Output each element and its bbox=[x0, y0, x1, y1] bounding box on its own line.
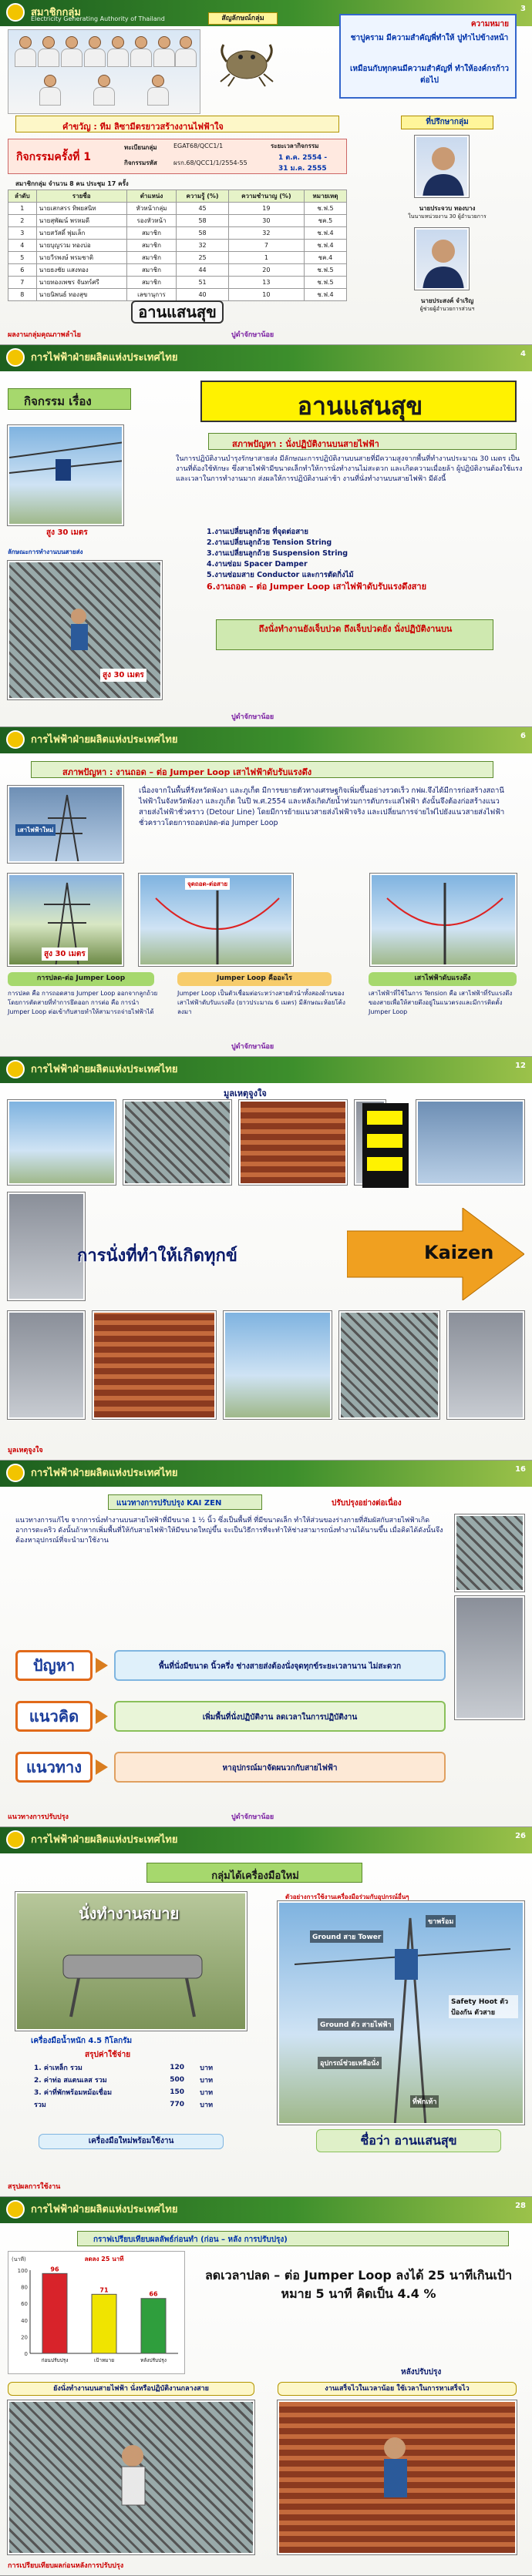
table-cell: สมาชิก bbox=[126, 252, 177, 264]
cost-row bbox=[31, 2061, 216, 2074]
member-figure bbox=[61, 36, 82, 67]
results-heading-text: กราฟเปรียบเทียบผลลัพธ์ก่อนทำ (ก่อน – หลัง การปรับปรุง) bbox=[93, 2236, 288, 2244]
usage-photo bbox=[278, 1901, 524, 2125]
motivation-photo-9 bbox=[339, 1311, 439, 1419]
height-label-a: สูง 30 เมตร bbox=[46, 528, 88, 537]
problem-text: พื้นที่นั่งมีขนาด นิ้วครึ่ง ช่างสายส่งต้องนั่งจุดทุกข์ระยะเวลานาน ไม่สะดวก bbox=[158, 1662, 402, 1671]
table-cell: 58 bbox=[177, 227, 228, 240]
footer-left: ผลงานกลุ่มคุณภาพลำไย bbox=[8, 331, 81, 339]
concept-text-box bbox=[114, 1701, 446, 1732]
label-ground-line: Ground ตัว สายไฟฟ้า bbox=[318, 2018, 394, 2031]
activity-code: ผรก.68/QCC1/1/2554-55 bbox=[173, 159, 247, 166]
kaizen-arrow bbox=[347, 1208, 524, 1300]
kaizen-photo-2 bbox=[455, 1596, 524, 1719]
problem-label bbox=[15, 1650, 93, 1681]
footer-center: ปูดำจักษาน้อย bbox=[231, 713, 274, 721]
label-seat: อุปกรณ์ช่วยเหลือนั่ง bbox=[318, 2057, 382, 2069]
bar-value-label: 71 bbox=[99, 2286, 109, 2294]
table-row bbox=[8, 215, 347, 227]
motivation-photo-7 bbox=[93, 1311, 216, 1419]
approach-label bbox=[15, 1752, 93, 1783]
group-name: อานแสนสุข bbox=[138, 303, 217, 321]
connect-point-caption: จุดถอด-ต่อสาย bbox=[185, 878, 230, 890]
table-cell: นายสุพัฒน์ พรหมดี bbox=[36, 215, 126, 227]
tool-photo bbox=[15, 1892, 247, 2031]
activity-title-box bbox=[200, 381, 517, 422]
table-cell: 13 bbox=[228, 277, 304, 289]
table-cell: 51 bbox=[177, 277, 228, 289]
motivation-photo-8 bbox=[224, 1311, 332, 1419]
table-cell: 6 bbox=[8, 264, 37, 277]
table-cell: 30 bbox=[228, 215, 304, 227]
suffering-text-band bbox=[77, 1242, 339, 1273]
concept-text: เพิ่มพื้นที่นั่งปฏิบัติงาน ลดเวลาในการปฏิบัติงาน bbox=[202, 1713, 358, 1722]
footer-center: ปูดำจักษาน้อย bbox=[231, 331, 274, 339]
table-cell: ช.ฟ.5 bbox=[305, 277, 347, 289]
height-label: สูง 30 เมตร bbox=[42, 948, 88, 961]
page-number: 3 bbox=[520, 5, 526, 13]
tower-photo-3 bbox=[370, 874, 517, 966]
page-number: 4 bbox=[520, 350, 526, 358]
table-cell: ช.ฟ.4 bbox=[305, 289, 347, 301]
banner-title: การไฟฟ้าฝ่ายผลิตแห่งประเทศไทย bbox=[31, 352, 178, 364]
approach-text-box bbox=[114, 1752, 446, 1783]
table-cell: 45 bbox=[177, 203, 228, 215]
cost-cell: 770 bbox=[170, 2101, 185, 2108]
table-cell: ช.ฟ.5 bbox=[305, 203, 347, 215]
banner-title: การไฟฟ้าฝ่ายผลิตแห่งประเทศไทย bbox=[31, 2204, 178, 2215]
table-header-cell: หมายเหตุ bbox=[305, 190, 347, 203]
crab-emblem bbox=[216, 31, 278, 92]
x-tick-label: หลังปรับปรุง bbox=[140, 2357, 167, 2363]
egat-logo bbox=[6, 348, 25, 367]
footer-center: ปูดำจักษาน้อย bbox=[231, 1813, 274, 1821]
egat-logo bbox=[6, 1464, 25, 1482]
cost-cell: บาท bbox=[200, 2089, 213, 2097]
y-tick-label: 80 bbox=[21, 2284, 28, 2291]
footer-left: แนวทางการปรับปรุง bbox=[8, 1813, 69, 1821]
banner-title: การไฟฟ้าฝ่ายผลิตแห่งประเทศไทย bbox=[31, 734, 178, 746]
jumper-loop-icon bbox=[372, 875, 517, 966]
after-title: หลังปรับปรุง bbox=[401, 2368, 442, 2376]
slide-kaizen-approach bbox=[0, 1461, 532, 1827]
y-tick-label: 0 bbox=[24, 2351, 28, 2357]
kaizen-photo bbox=[455, 1514, 524, 1592]
label-note: ขาพร้อม bbox=[426, 1915, 456, 1927]
condition-heading-text: สภาพปัญหา : นั่งปฏิบัติงานบนสายไฟฟ้า bbox=[232, 439, 379, 449]
bar-value-label: 66 bbox=[149, 2290, 158, 2298]
table-header-cell: ความรู้ (%) bbox=[177, 190, 228, 203]
member-figure bbox=[153, 36, 175, 67]
table-cell: 2 bbox=[8, 215, 37, 227]
kaizen-chart bbox=[362, 1103, 409, 1188]
tool-ready-box: เครื่องมือใหม่พร้อมใช้งาน bbox=[39, 2134, 224, 2149]
table-cell: ช.ฟ.5 bbox=[305, 264, 347, 277]
banner-subtitle: Electricity Generating Authority of Thailand bbox=[31, 15, 165, 22]
y-tick-label: 40 bbox=[21, 2317, 28, 2324]
slide-banner bbox=[0, 2197, 532, 2223]
footer-left: สรุปผลการใช้งาน bbox=[8, 2183, 61, 2191]
slogan-bar bbox=[15, 116, 339, 132]
member-figure bbox=[93, 75, 115, 106]
slide-banner bbox=[0, 1057, 532, 1083]
chart-tag bbox=[367, 1111, 402, 1125]
egat-logo bbox=[6, 1830, 25, 1849]
activity-heading-text: กิจกรรม เรื่อง bbox=[24, 394, 92, 408]
activity-heading bbox=[8, 388, 131, 410]
activity-title: อานแสนสุข bbox=[297, 391, 423, 421]
height-label-b: สูง 30 เมตร bbox=[100, 669, 146, 682]
arrow-icon bbox=[96, 1759, 108, 1775]
table-cell: 25 bbox=[177, 252, 228, 264]
activity-code-label: กิจกรรมรหัส bbox=[124, 159, 157, 166]
motivation-photo-11 bbox=[8, 1311, 85, 1419]
problem-label-text: ปัญหา bbox=[32, 1656, 76, 1675]
list-item: 6.งานถอด – ต่อ Jumper Loop เสาไฟฟ้าดับรับแรงดึงสาย bbox=[207, 582, 427, 592]
member-table-body bbox=[8, 203, 347, 301]
table-cell: นายวีรพงษ์ พรมชาติ bbox=[36, 252, 126, 264]
slide-banner bbox=[0, 1461, 532, 1487]
x-tick-label: ก่อนปรับปรุง bbox=[41, 2357, 69, 2363]
after-photo bbox=[278, 2400, 517, 2554]
table-cell: 5 bbox=[8, 252, 37, 264]
table-cell: รองหัวหน้า bbox=[126, 215, 177, 227]
page-number: 6 bbox=[520, 732, 526, 740]
note-text: ถึงนั่งทำงานยังเจ็บปวด ถึงเจ็บปวดยัง นั่งปฏิบัติงานบน bbox=[258, 624, 453, 634]
cost-cell: บาท bbox=[200, 2101, 213, 2109]
box3-text: เสาไฟฟ้าที่ใช้ในการ Tension คือ เสาไฟฟ้าที่รับแรงดึงของสายเพื่อให้สายตึงอยู่ในแนวตรงและมีการติดตั้ง Jumper Loop bbox=[369, 990, 513, 1015]
left-caption: ยังนั่งทำงานบนสายไฟฟ้า นั่งหรือปฏิบัติงานกลางสาย bbox=[8, 2382, 254, 2396]
advisor-photo-1 bbox=[415, 136, 469, 197]
emblem-label: สัญลักษณ์กลุ่ม bbox=[208, 12, 278, 25]
before-photo bbox=[8, 2400, 254, 2554]
worker-photo-1 bbox=[8, 425, 123, 525]
page-number: 12 bbox=[515, 1062, 526, 1070]
slide-problem-seat bbox=[0, 345, 532, 727]
kaizen-heading bbox=[108, 1494, 262, 1510]
list-item: 1.งานเปลี่ยนลูกถ้วย ที่จุดต่อสาย bbox=[207, 528, 308, 536]
activity-info bbox=[8, 139, 347, 174]
chart-tag bbox=[367, 1134, 402, 1148]
table-cell: นายบุญรวม ทองบ่อ bbox=[36, 240, 126, 252]
table-cell: สมาชิก bbox=[126, 277, 177, 289]
condition-heading bbox=[208, 433, 517, 450]
arrow-icon bbox=[96, 1709, 108, 1724]
crab-icon bbox=[216, 31, 278, 92]
table-cell: สมาชิก bbox=[126, 264, 177, 277]
bar-1 bbox=[92, 2294, 116, 2353]
table-cell: 3 bbox=[8, 227, 37, 240]
reg-no: EGAT68/QCC1/1 bbox=[173, 143, 224, 149]
cost-title: สรุปค่าใช้จ่าย bbox=[85, 2051, 131, 2059]
meaning-box bbox=[339, 14, 517, 99]
tool-name-box: ชื่อว่า อานแสนสุข bbox=[316, 2129, 501, 2152]
table-cell: 1 bbox=[228, 252, 304, 264]
table-cell: 7 bbox=[228, 240, 304, 252]
member-table-header bbox=[8, 190, 347, 203]
table-cell: 19 bbox=[228, 203, 304, 215]
table-row bbox=[8, 227, 347, 240]
member-figure bbox=[107, 36, 129, 67]
table-cell: 20 bbox=[228, 264, 304, 277]
slide-results bbox=[0, 2197, 532, 2576]
table-cell: นายทองเพชร จันทร์ศรี bbox=[36, 277, 126, 289]
cost-cell: 1. ค่าเหล็ก รวม bbox=[34, 2064, 82, 2072]
cost-row bbox=[31, 2098, 216, 2111]
table-cell: ชค.4 bbox=[305, 252, 347, 264]
jumper-heading bbox=[31, 761, 493, 778]
continuous-heading: ปรับปรุงอย่างต่อเนื่อง bbox=[332, 1499, 402, 1508]
reg-date-a: 1 ต.ค. 2554 - bbox=[278, 154, 328, 162]
table-row bbox=[8, 289, 347, 301]
table-cell: 32 bbox=[228, 227, 304, 240]
group-name-badge bbox=[131, 300, 224, 324]
approach-text: หาอุปกรณ์มาจัดผนวกกับสายไฟฟ้า bbox=[222, 1764, 338, 1773]
kaizen-body: แนวทางการแก้ไข จากการนั่งทำงานบนสายไฟฟ้าที่มีขนาด 1 ½ นิ้ว ซึ่งเป็นพื้นที่ ที่มีขนาดเล็ก ทำให้ส่วนของร่างกายที่สัมผัสกับสายไฟฟ้าเกิดอาการตะคริว ดังนั้นถ้าหากเพิ่มพื้นที่ให้กับสายไฟฟ้าให้มีขนาดใหญ่ขึ้น จะเป็นวิธีการที่จะทำให้ช่างสามารถนั่งทำงานได้นานขึ้น เมื่อคิดได้ดังนั้นจึงต้องหาอุปกรณ์ที่จะนำมาใช้งาน bbox=[15, 1517, 443, 1545]
y-tick-label: 100 bbox=[17, 2268, 28, 2274]
advisor-portrait-icon bbox=[416, 230, 469, 290]
table-cell: สมาชิก bbox=[126, 240, 177, 252]
slide-new-tool bbox=[0, 1827, 532, 2197]
list-item: 3.งานเปลี่ยนลูกถ้วย Suspension String bbox=[207, 549, 348, 558]
egat-logo bbox=[6, 730, 25, 749]
motivation-photo-5 bbox=[416, 1100, 524, 1185]
worker-icon bbox=[279, 2402, 517, 2554]
list-item: 5.งานซ่อมสาย Conductor และการตัดกิ่งไม้ bbox=[207, 571, 354, 579]
table-cell: 1 bbox=[8, 203, 37, 215]
table-cell: นายธงชัย แสงทอง bbox=[36, 264, 126, 277]
table-row bbox=[8, 264, 347, 277]
tool-photo-label: นั่งทำงานสบาย bbox=[79, 1904, 180, 1923]
cost-cell: บาท bbox=[200, 2077, 213, 2085]
member-figure bbox=[84, 36, 106, 67]
table-row bbox=[8, 252, 347, 264]
bar-chart-svg bbox=[8, 2252, 186, 2375]
member-figure bbox=[39, 75, 61, 106]
chart-annotation: ลดลง 25 นาที bbox=[84, 2256, 124, 2262]
table-cell: สมาชิก bbox=[126, 227, 177, 240]
cost-cell: 2. ค่าท่อ สแตนเลส รวม bbox=[34, 2077, 107, 2085]
bar-2 bbox=[141, 2299, 166, 2353]
results-heading bbox=[77, 2231, 509, 2246]
reg-date-b: 31 ม.ค. 2555 bbox=[278, 165, 327, 173]
jumper-heading-text: สภาพปัญหา : งานถอด – ต่อ Jumper Loop เสาไฟฟ้าดับรับแรงดึง bbox=[62, 767, 312, 777]
photo-caption: ลักษณะการทำงานบนสายส่ง bbox=[8, 548, 83, 555]
footer-left: มูลเหตุจูงใจ bbox=[8, 1447, 43, 1454]
members-count: สมาชิกกลุ่ม จำนวน 8 คน ประชุม 17 ครั้ง bbox=[15, 180, 129, 187]
y-tick-label: 60 bbox=[21, 2301, 28, 2308]
table-cell: 4 bbox=[8, 240, 37, 252]
motivation-photo-1 bbox=[8, 1100, 116, 1185]
egat-logo bbox=[6, 2200, 25, 2219]
x-tick-label: เป้าหมาย bbox=[93, 2357, 115, 2363]
motivation-caption: มูลเหตุจูงใจ bbox=[224, 1088, 267, 1098]
label-safety: Safety Hoot ตัวป้องกัน ตัวสาย bbox=[449, 1995, 518, 2018]
chart-tag bbox=[367, 1157, 402, 1171]
table-row bbox=[8, 203, 347, 215]
bar-0 bbox=[42, 2273, 67, 2353]
table-cell: ชค.5 bbox=[305, 215, 347, 227]
problem-text-box bbox=[114, 1650, 446, 1681]
cost-table-body bbox=[31, 2061, 216, 2111]
box1-text: การปลด คือ การถอดสาย Jumper Loop ออกจากลูกถ้วย โดยการตัดสายที่ทำการยึดออก การต่อ คือ การนำ Jumper Loop ต่อเข้ากับสายทำให้สามารถจ่ายไฟฟ้าได้ bbox=[8, 990, 158, 1015]
motivation-photo-3 bbox=[239, 1100, 347, 1185]
bar-value-label: 96 bbox=[50, 2266, 59, 2273]
cost-cell: 120 bbox=[170, 2064, 185, 2071]
table-header-cell: ความชำนาญ (%) bbox=[228, 190, 304, 203]
table-cell: เลขานุการ bbox=[126, 289, 177, 301]
new-tool-heading-text: กลุ่มได้เครื่องมือใหม่ bbox=[211, 1870, 299, 1882]
reg-date-label: ระยะเวลากิจกรรม bbox=[271, 143, 319, 149]
reg-no-label: ทะเบียนกลุ่ม bbox=[124, 144, 157, 151]
cost-cell: บาท bbox=[200, 2064, 213, 2072]
slide-banner bbox=[0, 727, 532, 753]
y-tick-label: 20 bbox=[21, 2334, 28, 2341]
suffering-text: การนั่งที่ทำให้เกิดทุกข์ bbox=[77, 1246, 237, 1266]
right-caption: งานเสร็จไวในเวลาน้อย ใช้เวลาในการหาเสร็จไว bbox=[278, 2382, 517, 2396]
problem-list bbox=[207, 527, 515, 592]
page-number: 26 bbox=[515, 1832, 526, 1840]
result-statement: ลดเวลาปลด – ต่อ Jumper Loop ลงได้ 25 นาทีเกินเป้าหมาย 5 นาที คิดเป็น 4.4 % bbox=[204, 2268, 513, 2301]
table-cell: 40 bbox=[177, 289, 228, 301]
table-cell: 44 bbox=[177, 264, 228, 277]
cost-cell: 500 bbox=[170, 2076, 185, 2084]
advisor-1-name: นายประจวบ ทองบาง bbox=[419, 205, 476, 212]
member-figure bbox=[175, 36, 197, 67]
table-cell: หัวหน้ากลุ่ม bbox=[126, 203, 177, 215]
new-tool-heading bbox=[146, 1863, 362, 1883]
approach-label-text: แนวทาง bbox=[26, 1758, 82, 1776]
meaning-text-2: เหมือนกับทุกคนมีความสำคัญที่ ทำให้องค์กรก้าวต่อไป bbox=[349, 65, 510, 85]
table-cell: 8 bbox=[8, 289, 37, 301]
table-cell: นายนิพนธ์ ทองสุข bbox=[36, 289, 126, 301]
kaizen-label: Kaizen bbox=[424, 1242, 494, 1263]
banner-title: การไฟฟ้าฝ่ายผลิตแห่งประเทศไทย bbox=[31, 1834, 178, 1846]
kaizen-heading-text: แนวทางการปรับปรุง KAI ZEN bbox=[116, 1499, 222, 1508]
table-cell: ช.ฟ.4 bbox=[305, 227, 347, 240]
slide-members bbox=[0, 0, 532, 345]
label-step: ที่พักเท้า bbox=[410, 2095, 439, 2108]
box2-text: Jumper Loop เป็นตัวเชื่อมต่อระหว่างสายตัวนำทั้งสองด้านของเสาไฟฟ้าดับรับแรงดึง (ยาวประมาณ 6 เมตร) มีลักษณะห้อยโค้งลงมา bbox=[177, 990, 345, 1015]
y-axis-label: (นาที) bbox=[12, 2256, 26, 2262]
table-cell: 32 bbox=[177, 240, 228, 252]
advisor-2-name: นายประสงค์ จำเริญ bbox=[420, 297, 474, 304]
box2-title: Jumper Loop คืออะไร bbox=[177, 972, 332, 986]
jumper-body: เนื่องจากในพื้นที่รังหวัดพังงา และภูเก็ต มีการขยายตัวทางเศรษฐกิจเพิ่มขึ้นอย่างรวดเร็ว กฟผ.จึงได้มีการก่อสร้างสถานีไฟฟ้าในจังหวัดพังงา และภูเก็ต ในปี พ.ศ.2554 และหลังเกิดภัยน้ำท่วมการดับกระแสไฟฟ้า ดังนั้นจึงต้องก่อสร้างแนวสายส่งไฟฟ้าชั่วคราว (Detour Line) โดยมีการย้ายแนวสายส่งไฟฟ้าจริง และเปลี่ยนการจ่ายไฟไปยังแนวสายส่งไฟฟ้าชั่วคราวโดยการถอดปลด-ต่อ Jumper Loop bbox=[139, 787, 505, 827]
table-row bbox=[8, 277, 347, 289]
cost-cell: รวม bbox=[34, 2101, 46, 2109]
member-figure bbox=[38, 36, 59, 67]
footer-left: การเปรียบเทียบผลก่อนหลังการปรับปรุง bbox=[8, 2562, 124, 2570]
table-cell: 7 bbox=[8, 277, 37, 289]
page-number: 28 bbox=[515, 2202, 526, 2210]
page-number: 16 bbox=[515, 1465, 526, 1474]
member-figure bbox=[130, 36, 152, 67]
table-cell: 58 bbox=[177, 215, 228, 227]
member-figure bbox=[15, 36, 36, 67]
list-item: 2.งานเปลี่ยนลูกถ้วย Tension String bbox=[207, 538, 332, 547]
advisor-photo-2 bbox=[415, 228, 469, 290]
slogan-text: คำขวัญ : ทีม ลิซามีตรยาวสร้างงานไฟฟ้าใจ bbox=[62, 122, 224, 132]
arrow-icon bbox=[96, 1658, 108, 1673]
activity-label: กิจกรรมครั้งที่ 1 bbox=[16, 151, 91, 163]
motivation-photo-10 bbox=[447, 1311, 524, 1419]
concept-label bbox=[15, 1701, 93, 1732]
concept-label-text: แนวคิด bbox=[29, 1707, 79, 1726]
member-table bbox=[8, 190, 347, 301]
box3-title: เสาไฟฟ้าดับแรงดึง bbox=[369, 972, 517, 986]
footer-center: ปูดำจักษาน้อย bbox=[231, 1043, 274, 1051]
meaning-text-1: ชาปูคราม มีความสำคัญพี่ทำให้ ปูทำไปข้างหน้า bbox=[350, 34, 509, 42]
worker-icon bbox=[9, 2402, 254, 2554]
box1-title: การปลด-ต่อ Jumper Loop bbox=[8, 972, 154, 986]
banner-title: การไฟฟ้าฝ่ายผลิตแห่งประเทศไทย bbox=[31, 1064, 178, 1075]
list-item: 4.งานซ่อม Spacer Damper bbox=[207, 560, 308, 569]
egat-logo bbox=[6, 1060, 25, 1078]
cost-table bbox=[31, 2061, 216, 2111]
banner-title: การไฟฟ้าฝ่ายผลิตแห่งประเทศไทย bbox=[31, 1467, 178, 1479]
advisor-label: ที่ปรึกษากลุ่ม bbox=[401, 116, 493, 129]
member-figure bbox=[147, 75, 169, 106]
cost-cell: 150 bbox=[170, 2088, 185, 2096]
note-box bbox=[216, 619, 493, 650]
cost-cell: 3. ค่าที่พักพร้อมหม้อเชื่อม bbox=[34, 2089, 113, 2097]
slide-banner bbox=[0, 1827, 532, 1853]
table-header-cell: รายชื่อ bbox=[36, 190, 126, 203]
table-cell: นายสวัสดิ์ พุ่มเล็ก bbox=[36, 227, 126, 240]
advisor-1-role: ในนามหน่วยงาน 30 ผู้อำนวยการ bbox=[408, 213, 487, 220]
slide-jumper-loop bbox=[0, 727, 532, 1057]
results-chart bbox=[8, 2251, 185, 2374]
cost-row bbox=[31, 2074, 216, 2086]
table-cell: 10 bbox=[228, 289, 304, 301]
table-row bbox=[8, 240, 347, 252]
slide-banner bbox=[0, 345, 532, 371]
table-header-cell: ตำแหน่ง bbox=[126, 190, 177, 203]
advisor-2-role: ผู้ช่วยผู้อำนวยการส่วนฯ bbox=[419, 306, 475, 312]
tool-weight: เครื่องมือน้ำหนัก 4.5 กิโลกรัม bbox=[31, 2037, 133, 2045]
egat-logo bbox=[6, 3, 25, 22]
table-cell: ช.ฟ.4 bbox=[305, 240, 347, 252]
banner-title: สมาชิกกลุ่ม bbox=[31, 7, 81, 18]
problem-body: ในการปฏิบัติงานบำรุงรักษาสายส่ง มีลักษณะการปฏิบัติงานบนสายที่มีความสูงจากพื้นที่ทำงานประมาณ 30 เมตร เป็นงานที่ต้องใช้ทักษะ ซึ่งสายไฟฟ้ามีขนาดเล็กทำให้การนั่งทำงานไม่สะดวก และเกิดความเมื่อยล้า ผู้ปฏิบัติงานต้องใช้แรงและเวลาในการทำงานมาก ส่งผลให้การปฏิบัติงานล่าช้า งานที่นั่งทำงานบนสายไฟฟ้า มีดังนี้ bbox=[176, 455, 523, 483]
table-cell: นายเสกสรร ทิพยสนิท bbox=[36, 203, 126, 215]
usage-title: ตัวอย่างการใช้งานเครื่องมือร่วมกับอุปกรณ์อื่นๆ bbox=[285, 1893, 409, 1900]
table-header-cell: ลำดับ bbox=[8, 190, 37, 203]
slide-motivation bbox=[0, 1057, 532, 1461]
label-ground-tower: Ground สาย Tower bbox=[310, 1930, 383, 1943]
member-photo-group bbox=[8, 29, 200, 114]
cost-row bbox=[31, 2086, 216, 2098]
motivation-photo-2 bbox=[123, 1100, 231, 1185]
meaning-title: ความหมาย bbox=[470, 20, 509, 29]
tower-line-icon bbox=[9, 427, 123, 525]
new-tower-caption: เสาไฟฟ้าใหม่ bbox=[15, 824, 56, 836]
advisor-portrait-icon bbox=[416, 137, 469, 197]
motivation-photo-6 bbox=[8, 1192, 85, 1300]
